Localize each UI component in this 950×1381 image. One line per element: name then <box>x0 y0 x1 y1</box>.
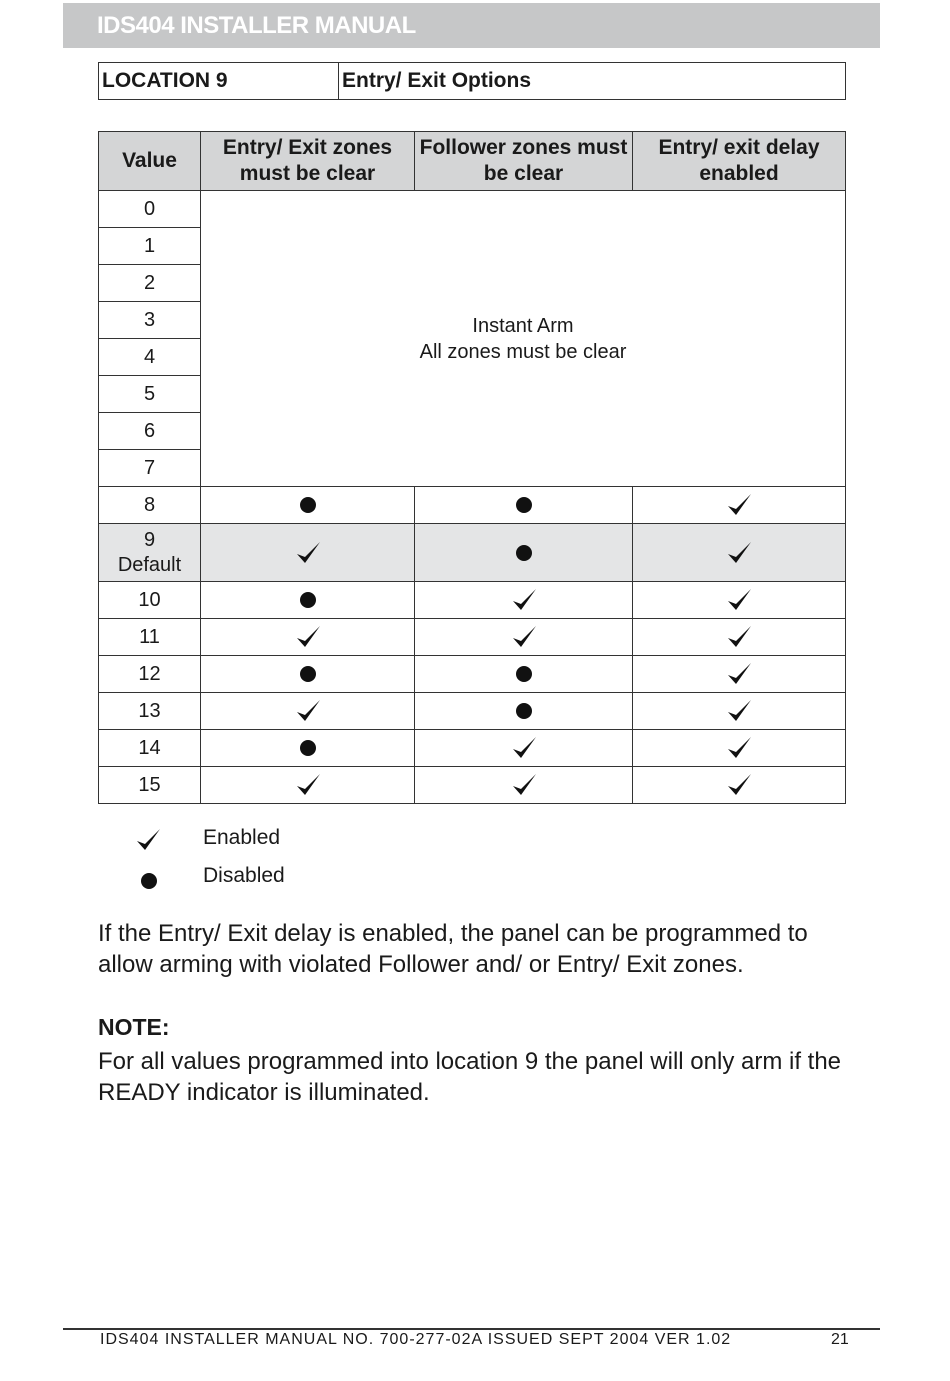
enabled-cell <box>201 693 415 730</box>
column-header-entry-exit: Entry/ Exit zones must be clear <box>201 132 415 191</box>
enabled-cell <box>415 730 633 767</box>
instant-arm-title: Instant Arm <box>472 314 574 337</box>
legend-disabled-label: Disabled <box>203 864 285 887</box>
enabled-cell <box>201 524 415 582</box>
enabled-cell <box>415 619 633 656</box>
value-number: 14 <box>138 736 161 759</box>
instant-arm-cell <box>201 191 846 487</box>
note-text: For all values programmed into location 9 the panel will only arm if the READY indicator is illuminated. <box>98 1048 842 1106</box>
checkmark-icon <box>510 734 538 762</box>
enabled-cell <box>633 582 846 619</box>
enabled-cell <box>633 730 846 767</box>
instant-arm-subtitle: All zones must be clear <box>419 340 627 363</box>
value-cell: 3 <box>99 302 201 339</box>
value-cell <box>99 730 201 767</box>
value-cell <box>99 656 201 693</box>
value-cell: 6 <box>99 413 201 450</box>
value-cell <box>99 524 201 582</box>
table-row <box>99 524 846 582</box>
table-row <box>99 656 846 693</box>
table-row <box>99 693 846 730</box>
checkmark-icon <box>294 623 322 651</box>
disabled-cell <box>415 524 633 582</box>
enabled-cell <box>415 582 633 619</box>
enabled-cell <box>633 524 846 582</box>
header-title: IDS404 INSTALLER MANUAL <box>63 3 880 48</box>
dot-icon <box>516 545 532 561</box>
checkmark-icon <box>294 771 322 799</box>
enabled-cell <box>633 767 846 804</box>
value-cell: 2 <box>99 265 201 302</box>
enabled-cell <box>201 619 415 656</box>
value-number: 12 <box>138 662 161 685</box>
value-cell <box>99 619 201 656</box>
disabled-cell <box>201 487 415 524</box>
info-paragraph: If the Entry/ Exit delay is enabled, the panel can be programmed to allow arming with violated Follower and/ or Entry/ Exit zones. <box>98 920 808 978</box>
checkmark-icon <box>294 697 322 725</box>
value-cell <box>99 693 201 730</box>
value-cell: 1 <box>99 228 201 265</box>
enabled-cell <box>415 767 633 804</box>
table-header-row <box>99 132 846 191</box>
dot-icon <box>300 497 316 513</box>
value-number: 8 <box>143 493 156 516</box>
value-cell: 4 <box>99 339 201 376</box>
dot-icon <box>516 666 532 682</box>
table-row <box>99 191 846 228</box>
footer-divider <box>63 1328 880 1330</box>
table-row <box>99 730 846 767</box>
table-row <box>99 767 846 804</box>
checkmark-icon <box>725 771 753 799</box>
disabled-cell <box>415 487 633 524</box>
value-cell: 7 <box>99 450 201 487</box>
column-header-value: Value <box>99 132 201 191</box>
value-number: 15 <box>138 773 161 796</box>
default-label: Default <box>117 553 182 576</box>
value-cell <box>99 582 201 619</box>
legend-enabled <box>98 822 498 856</box>
location-label: LOCATION 9 <box>99 63 339 99</box>
value-cell: 5 <box>99 376 201 413</box>
column-header-follower: Follower zones must be clear <box>415 132 633 191</box>
dot-icon <box>300 740 316 756</box>
dot-icon <box>300 666 316 682</box>
checkmark-icon <box>725 623 753 651</box>
value-number: 13 <box>138 699 161 722</box>
checkmark-icon <box>725 734 753 762</box>
enabled-cell <box>633 619 846 656</box>
disabled-cell <box>201 582 415 619</box>
checkmark-icon <box>725 660 753 688</box>
disabled-cell <box>415 693 633 730</box>
legend-enabled-label: Enabled <box>203 826 281 849</box>
note-title: NOTE: <box>98 1014 170 1040</box>
enabled-cell <box>201 767 415 804</box>
checkmark-icon <box>510 586 538 614</box>
dot-icon <box>516 497 532 513</box>
dot-icon <box>516 703 532 719</box>
value-number: 10 <box>138 588 161 611</box>
location-description: Entry/ Exit Options <box>342 69 532 92</box>
checkmark-icon <box>294 539 322 567</box>
footer-text: IDS404 INSTALLER MANUAL NO. 700-277-02A ISSUED SEPT 2004 VER 1.02 <box>100 1331 732 1348</box>
column-header-delay: Entry/ exit delay enabled <box>633 132 846 191</box>
page-number: 21 <box>831 1331 849 1348</box>
checkmark-icon <box>725 539 753 567</box>
disabled-cell <box>201 656 415 693</box>
enabled-cell <box>633 656 846 693</box>
location-box <box>98 62 846 100</box>
disabled-cell <box>201 730 415 767</box>
table-row <box>99 582 846 619</box>
checkmark-icon <box>725 491 753 519</box>
options-table <box>98 131 846 804</box>
value-cell <box>99 487 201 524</box>
value-cell: 0 <box>99 191 201 228</box>
value-cell <box>99 767 201 804</box>
table-row <box>99 619 846 656</box>
checkmark-icon <box>725 586 753 614</box>
checkmark-icon <box>134 826 162 859</box>
value-number: 9 <box>143 528 156 551</box>
dot-icon <box>300 592 316 608</box>
checkmark-icon <box>725 697 753 725</box>
table-row <box>99 487 846 524</box>
legend-disabled <box>98 860 498 894</box>
enabled-cell <box>633 487 846 524</box>
value-number: 11 <box>139 625 160 648</box>
dot-icon <box>141 873 157 889</box>
enabled-cell <box>633 693 846 730</box>
checkmark-icon <box>510 623 538 651</box>
checkmark-icon <box>510 771 538 799</box>
disabled-cell <box>415 656 633 693</box>
